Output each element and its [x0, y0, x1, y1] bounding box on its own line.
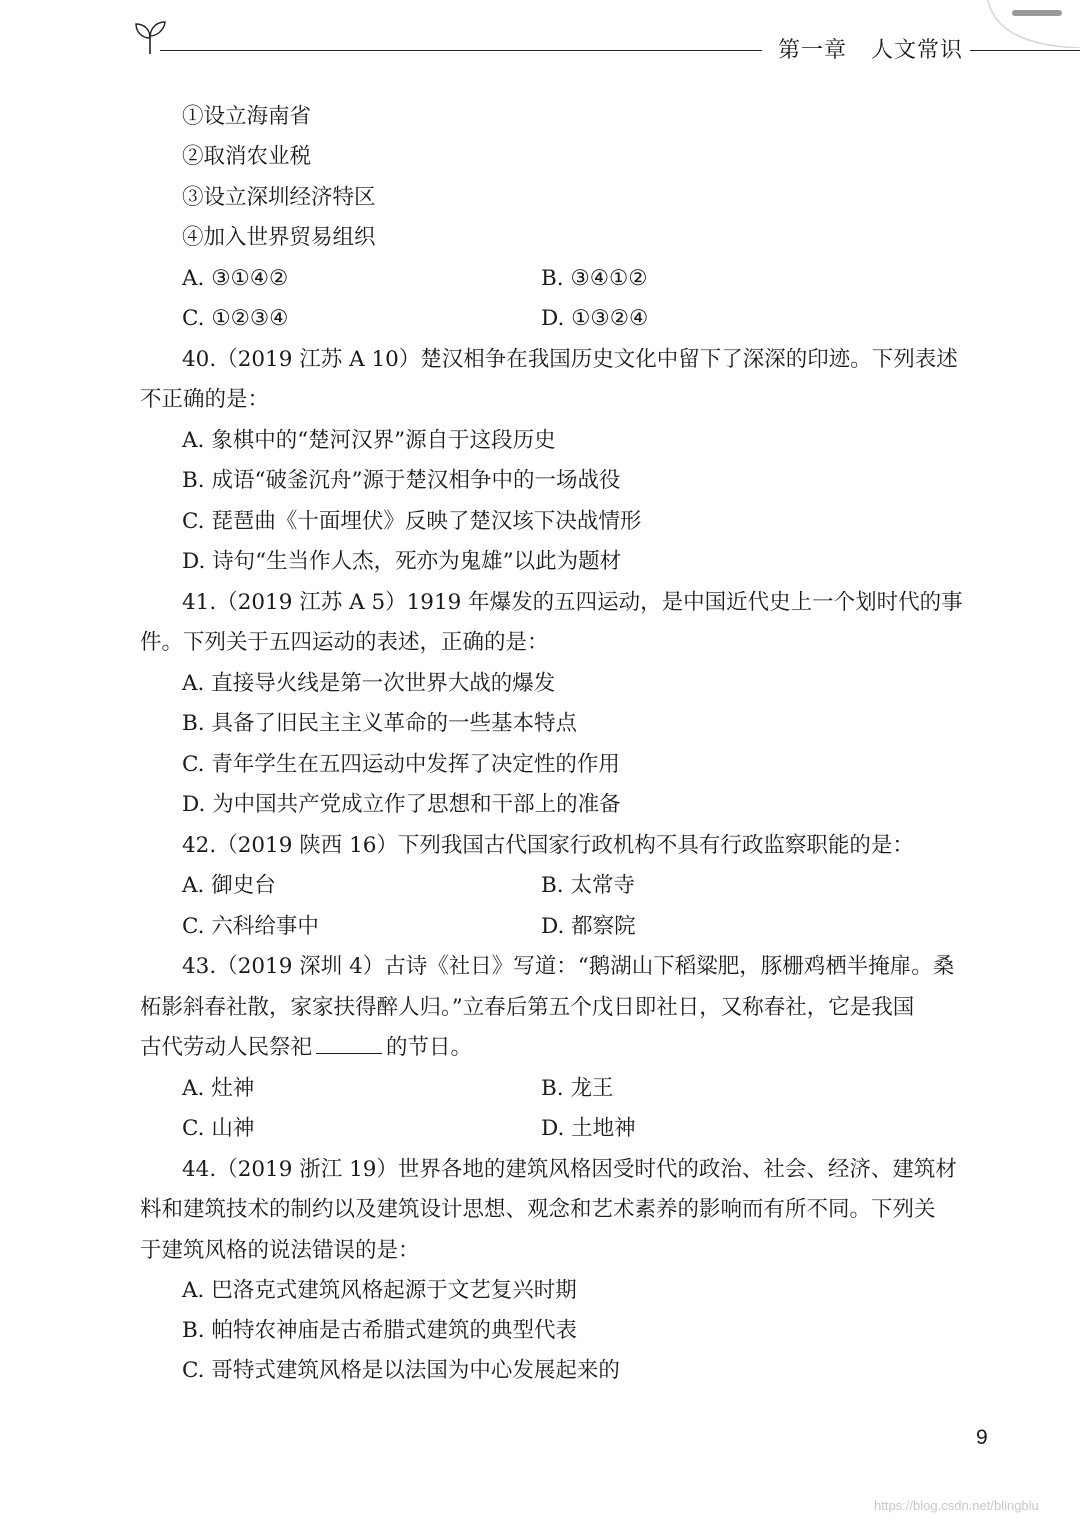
chapter-label: 第一章: [778, 38, 848, 63]
q40-stem-cont: 不正确的是：: [140, 387, 270, 412]
q41-option-a: A. 直接导火线是第一次世界大战的爆发: [182, 671, 556, 696]
header-rule-right: [970, 50, 1080, 51]
q39-option-c: C. ①②③④: [182, 306, 289, 331]
q43-stem: 43.（2019 深圳 4）古诗《社日》写道：“鹅湖山下稻粱肥，豚栅鸡栖半掩扉。桑: [182, 954, 955, 979]
q39-item: ④加入世界贸易组织: [182, 225, 376, 250]
q43-option-d: D. 土地神: [541, 1116, 636, 1141]
q42-option-d: D. 都察院: [541, 914, 636, 939]
q43-stem-after-blank: 的节日。: [386, 1035, 473, 1060]
q40-stem: 40.（2019 江苏 A 10）楚汉相争在我国历史文化中留下了深深的印迹。下列表述: [182, 347, 958, 372]
q40-option-c: C. 琵琶曲《十面埋伏》反映了楚汉垓下决战情形: [182, 509, 642, 534]
watermark-url: https://blog.csdn.net/blingblu: [874, 1498, 1039, 1513]
q43-option-b: B. 龙王: [541, 1076, 614, 1101]
q39-item: ①设立海南省: [182, 104, 312, 129]
q39-option-a: A. ③①④②: [182, 266, 289, 291]
q41-option-c: C. 青年学生在五四运动中发挥了决定性的作用: [182, 752, 620, 777]
q40-option-d: D. 诗句“生当作人杰，死亦为鬼雄”以此为题材: [182, 549, 622, 574]
q41-stem: 41.（2019 江苏 A 5）1919 年爆发的五四运动，是中国近代史上一个划时代的事: [182, 590, 963, 615]
q41-option-b: B. 具备了旧民主主义革命的一些基本特点: [182, 711, 577, 736]
q42-stem: 42.（2019 陕西 16）下列我国古代国家行政机构不具有行政监察职能的是：: [182, 833, 914, 858]
q39-item: ②取消农业税: [182, 144, 312, 169]
q39-option-d: D. ①③②④: [541, 306, 649, 331]
q44-stem-cont: 于建筑风格的说法错误的是：: [140, 1238, 420, 1263]
chapter-heading: [778, 33, 963, 64]
q41-stem-cont: 件。下列关于五四运动的表述，正确的是：: [140, 630, 549, 655]
q42-option-a: A. 御史台: [182, 873, 276, 898]
q42-option-b: B. 太常寺: [541, 873, 635, 898]
menu-handle-icon[interactable]: [1012, 10, 1062, 16]
q43-stem-before-blank: 古代劳动人民祭祀: [140, 1035, 313, 1060]
q44-stem-cont: 料和建筑技术的制约以及建筑设计思想、观念和艺术素养的影响而有所不同。下列关: [140, 1197, 936, 1222]
q40-option-b: B. 成语“破釜沉舟”源于楚汉相争中的一场战役: [182, 468, 621, 493]
q44-stem: 44.（2019 浙江 19）世界各地的建筑风格因受时代的政治、社会、经济、建筑材: [182, 1157, 957, 1182]
q41-option-d: D. 为中国共产党成立作了思想和干部上的准备: [182, 792, 621, 817]
page-header: [0, 0, 1080, 80]
page-number: 9: [976, 1426, 988, 1449]
q43-option-c: C. 山神: [182, 1116, 255, 1141]
q44-option-a: A. 巴洛克式建筑风格起源于文艺复兴时期: [182, 1278, 577, 1303]
q44-option-b: B. 帕特农神庙是古希腊式建筑的典型代表: [182, 1318, 577, 1343]
q42-option-c: C. 六科给事中: [182, 914, 319, 939]
q43-stem-blank-line: [140, 1033, 472, 1063]
q44-option-c: C. 哥特式建筑风格是以法国为中心发展起来的: [182, 1358, 620, 1383]
q43-option-a: A. 灶神: [182, 1076, 255, 1101]
fill-in-blank: [316, 1033, 382, 1054]
chapter-title: 人文常识: [871, 38, 964, 63]
page-corner-curl: [984, 0, 1080, 48]
q39-item: ③设立深圳经济特区: [182, 185, 376, 210]
header-rule-left: [160, 50, 762, 51]
q40-option-a: A. 象棋中的“楚河汉界”源自于这段历史: [182, 428, 556, 453]
q39-option-b: B. ③④①②: [541, 266, 648, 291]
q43-stem-cont: 柘影斜春社散，家家扶得醉人归。”立春后第五个戊日即社日，又称春社，它是我国: [140, 995, 915, 1020]
